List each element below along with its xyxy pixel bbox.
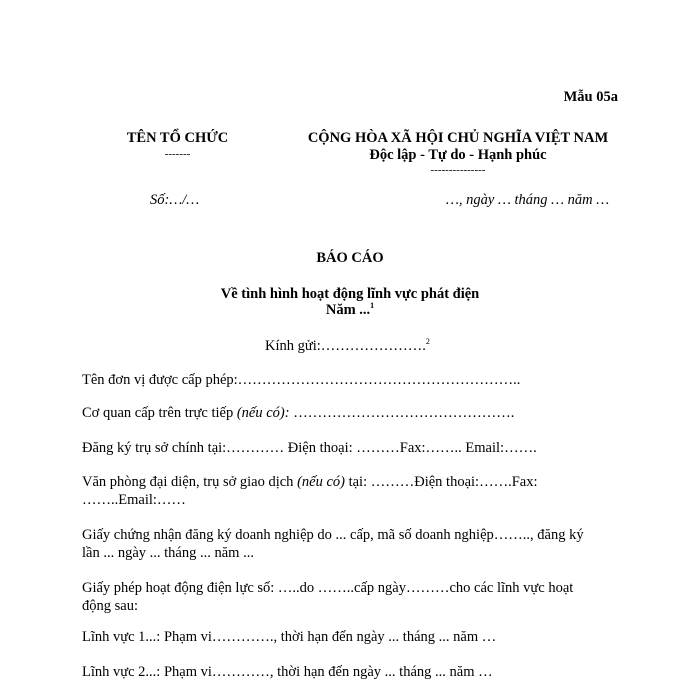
power-license-line: Giấy phép hoạt động điện lực số: …..do ……..cấp ngày………cho các lĩnh vực hoạt động sau:	[82, 580, 574, 614]
rep-office-blank: tại: ………Điện thoại:…….Fax: ……..Email:……	[82, 474, 538, 508]
form-code: Mẫu 05a	[563, 89, 618, 105]
recipient-text: Kính gửi:………………….	[265, 338, 426, 354]
field-1-line: Lĩnh vực 1...: Phạm vi…………., thời hạn đến ngày ... tháng ... năm …	[82, 629, 497, 645]
head-office-line: Đăng ký trụ sở chính tại:………… Điện thoại: ………Fax:…….. Email:…….	[82, 440, 537, 456]
recipient-line	[265, 338, 430, 355]
document-date: …, ngày … tháng … năm …	[446, 192, 610, 208]
national-motto: Độc lập - Tự do - Hạnh phúc	[369, 147, 547, 163]
national-divider: ---------------	[430, 164, 486, 176]
report-year-text: Năm ...	[325, 302, 371, 318]
direct-agency-blank: ……………………………………….	[289, 405, 515, 421]
footnote-ref-1: 1	[370, 301, 375, 311]
national-title: CỘNG HÒA XÃ HỘI CHỦ NGHĨA VIỆT NAM	[307, 130, 609, 146]
business-certificate-line: Giấy chứng nhận đăng ký doanh nghiệp do ... cấp, mã số doanh nghiệp…….., đăng ký lần ... ngày ... tháng ... năm ...	[82, 527, 584, 561]
document-number: Số:…/…	[150, 192, 200, 208]
licensed-unit-line: Tên đơn vị được cấp phép:…………………………………………………..	[82, 372, 521, 388]
organization-divider: -------	[164, 148, 191, 160]
report-title: BÁO CÁO	[316, 250, 384, 266]
representative-office-line	[82, 473, 604, 509]
footnote-ref-2: 2	[425, 337, 430, 347]
organization-header	[95, 130, 260, 161]
direct-agency-optional: (nếu có):	[236, 405, 290, 421]
rep-office-label: Văn phòng đại diện, trụ sở giao dịch	[82, 474, 298, 490]
rep-office-optional: (nếu có)	[297, 474, 345, 490]
direct-agency-label: Cơ quan cấp trên trực tiếp	[82, 405, 237, 421]
national-header	[283, 130, 633, 176]
report-subtitle: Về tình hình hoạt động lĩnh vực phát điện	[220, 286, 480, 302]
direct-agency-line	[82, 405, 514, 422]
report-year	[0, 302, 700, 319]
organization-name: TÊN TỔ CHỨC	[126, 130, 229, 146]
field-2-line: Lĩnh vực 2...: Phạm vi…………, thời hạn đến ngày ... tháng ... năm …	[82, 664, 493, 680]
